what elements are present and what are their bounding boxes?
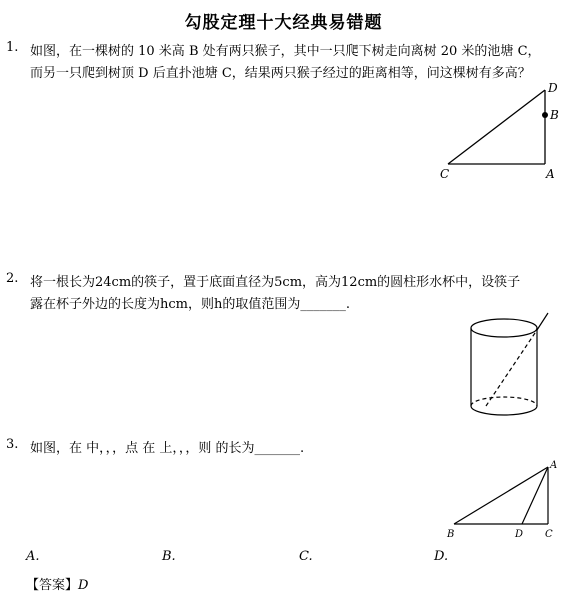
label-d: D <box>515 529 524 540</box>
option-b: B. <box>162 549 176 564</box>
question-2-line-1: 将一根长为24cm的筷子，置于底面直径为5cm，高为12cm的圆柱形水杯中，设筷子 <box>30 275 521 290</box>
option-d: D. <box>434 549 449 564</box>
question-1-line-2: 而另一只爬到树顶 D 后直扑池塘 C，结果两只猴子经过的距离相等，问这棵树有多高？ <box>30 66 531 81</box>
page-title: 勾股定理十大经典易错题 <box>184 13 383 33</box>
answer-value: D <box>78 578 89 593</box>
side-ab <box>454 467 548 524</box>
label-b: B <box>550 108 559 122</box>
hypotenuse-line <box>448 90 545 164</box>
point-b-dot <box>542 112 548 118</box>
question-2-cylinder-figure <box>462 308 562 423</box>
label-c: C <box>545 529 553 540</box>
answer-label: 【答案】 <box>26 578 79 593</box>
question-2-number: 2. <box>6 271 19 286</box>
label-c: C <box>440 167 450 181</box>
question-3-triangle-figure <box>444 455 564 543</box>
option-a: A. <box>26 549 40 564</box>
question-1-number: 1. <box>6 40 19 55</box>
label-a: A <box>550 460 558 471</box>
question-3-number: 3. <box>6 437 19 452</box>
question-1-figure <box>436 78 566 182</box>
answer-line <box>26 574 88 593</box>
label-d: D <box>548 81 558 95</box>
cylinder-top-ellipse <box>471 319 537 337</box>
label-b: B <box>447 529 455 540</box>
question-3-line-1: 如图，在 中，，，点 在 上，，，则 的长为_______. <box>30 441 305 456</box>
question-1-line-1: 如图，在一棵树的 10 米高 B 处有两只猴子，其中一只爬下树走向离树 20 米的池塘 C， <box>30 44 541 59</box>
label-a: A <box>546 167 555 181</box>
cylinder-bottom-back <box>471 397 537 406</box>
option-c: C. <box>299 549 313 564</box>
chopstick-inside <box>486 330 537 406</box>
chopstick-outside <box>537 313 548 330</box>
question-2-line-2: 露在杯子外边的长度为hcm，则h的取值范围为_______. <box>30 297 350 312</box>
cylinder-bottom-front <box>471 406 537 415</box>
